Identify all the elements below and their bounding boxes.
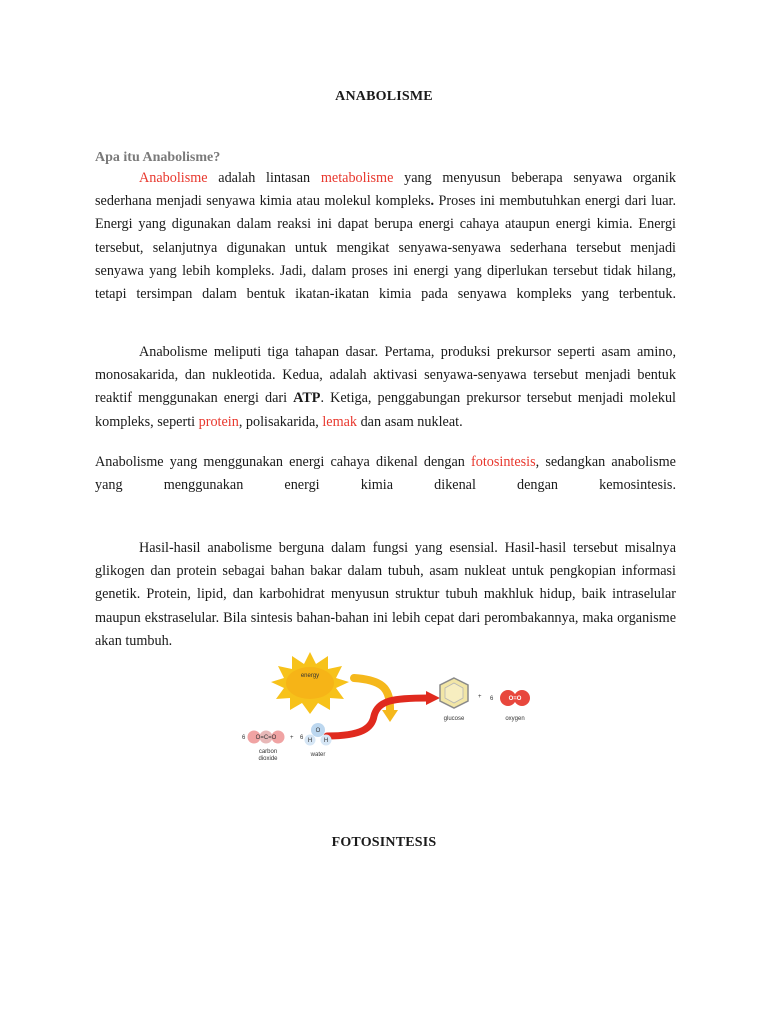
water-hydrogen-atom: H — [323, 738, 329, 744]
o2-formula: O=O — [508, 696, 522, 702]
link-lemak[interactable]: lemak — [322, 413, 358, 430]
paragraph-types — [95, 451, 676, 497]
text-run: . Ketiga, penggabungan prekursor tersebut menjadi molekul kompleks, seperti — [95, 390, 677, 430]
text-run: Anabolisme meliputi tiga tahapan dasar. Pertama, produksi prekursor seperti asam amino, monosakarida, dan nukleotida. Kedua, adalah aktivasi senyawa-senyawa tersebut menjadi bentuk reaktif menggunakan energi dari — [95, 344, 676, 407]
link-fotosintesis[interactable]: fotosintesis — [471, 454, 536, 470]
photosynthesis-diagram — [232, 650, 542, 775]
oxygen-molecule — [490, 690, 530, 722]
carbon-dioxide-molecule — [242, 731, 285, 763]
glucose-label: glucose — [443, 716, 465, 722]
water-molecule — [300, 723, 332, 758]
paragraph-results: Hasil-hasil anabolisme berguna dalam fungsi yang esensial. Hasil-hasil tersebut misalnya glikogen dan protein sebagai bahan bakar dalam tubuh, asam nukleat untuk pengkopian informasi genetik. Protein, lipid, dan karbohidrat menyusun struktur tubuh makhluk hidup, baik intraselular maupun ekstraselular. Bila sintesis bahan-bahan ini lebih cepat dari perombakannya, maka organisme akan tumbuh. — [95, 540, 676, 649]
text-run: yang menyusun beberapa senyawa organik sederhana menjadi senyawa kimia atau molekul kompleks — [95, 170, 676, 210]
text-run: Anabolisme yang menggunakan energi cahaya dikenal dengan — [95, 454, 472, 470]
co2-formula: O=C=O — [255, 735, 277, 741]
text-run: adalah lintasan — [207, 170, 321, 186]
page-title: ANABOLISME — [335, 89, 433, 104]
water-hydrogen-atom: H — [307, 738, 313, 744]
plus-sign: + — [478, 694, 482, 700]
water-coefficient: 6 — [300, 735, 304, 741]
link-metabolisme[interactable]: metabolisme — [320, 170, 394, 186]
energy-label: energy — [300, 673, 320, 679]
paragraph-definition — [95, 167, 676, 306]
co2-coefficient: 6 — [242, 735, 246, 741]
co2-label-line2: dioxide — [258, 756, 278, 762]
text-run: dan asam nukleat. — [357, 413, 463, 430]
water-label: water — [310, 752, 326, 758]
section-subheading: Apa itu Anabolisme? — [95, 150, 221, 165]
text-run-bold: . — [430, 193, 435, 210]
o2-coefficient: 6 — [490, 696, 494, 702]
section-heading-fotosintesis: FOTOSINTESIS — [331, 835, 437, 850]
plus-sign: + — [290, 735, 294, 741]
text-run: , sedangkan anabolisme yang menggunakan energi kimia dikenal dengan kemosintesis. — [95, 454, 676, 494]
co2-label-line1: carbon — [258, 749, 278, 755]
glucose-molecule — [440, 678, 468, 722]
oxygen-label: oxygen — [505, 716, 525, 722]
reactant-arrow — [327, 698, 428, 736]
text-run: , polisakarida, — [238, 413, 323, 430]
paragraph-stages — [95, 341, 676, 434]
sun-icon — [271, 652, 349, 714]
water-oxygen-atom: O — [315, 728, 321, 734]
text-run: Proses ini membutuhkan energi dari luar. Energi yang digunakan dalam reaksi ini dapat berupa energi cahaya ataupun energi kimia. Energi tersebut, selanjutnya digunakan untuk mengikat senyawa-senyawa sederhana tersebut menjadi senyawa yang lebih kompleks. Jadi, dalam proses ini energi yang diperlukan tersebut tidak hilang, tetapi tersimpan dalam bentuk ikatan-ikatan kimia pada senyawa kompleks yang terbentuk. — [95, 193, 676, 303]
link-anabolisme[interactable]: Anabolisme — [139, 170, 208, 186]
atp-term: ATP — [293, 390, 321, 407]
link-protein[interactable]: protein — [198, 413, 239, 430]
